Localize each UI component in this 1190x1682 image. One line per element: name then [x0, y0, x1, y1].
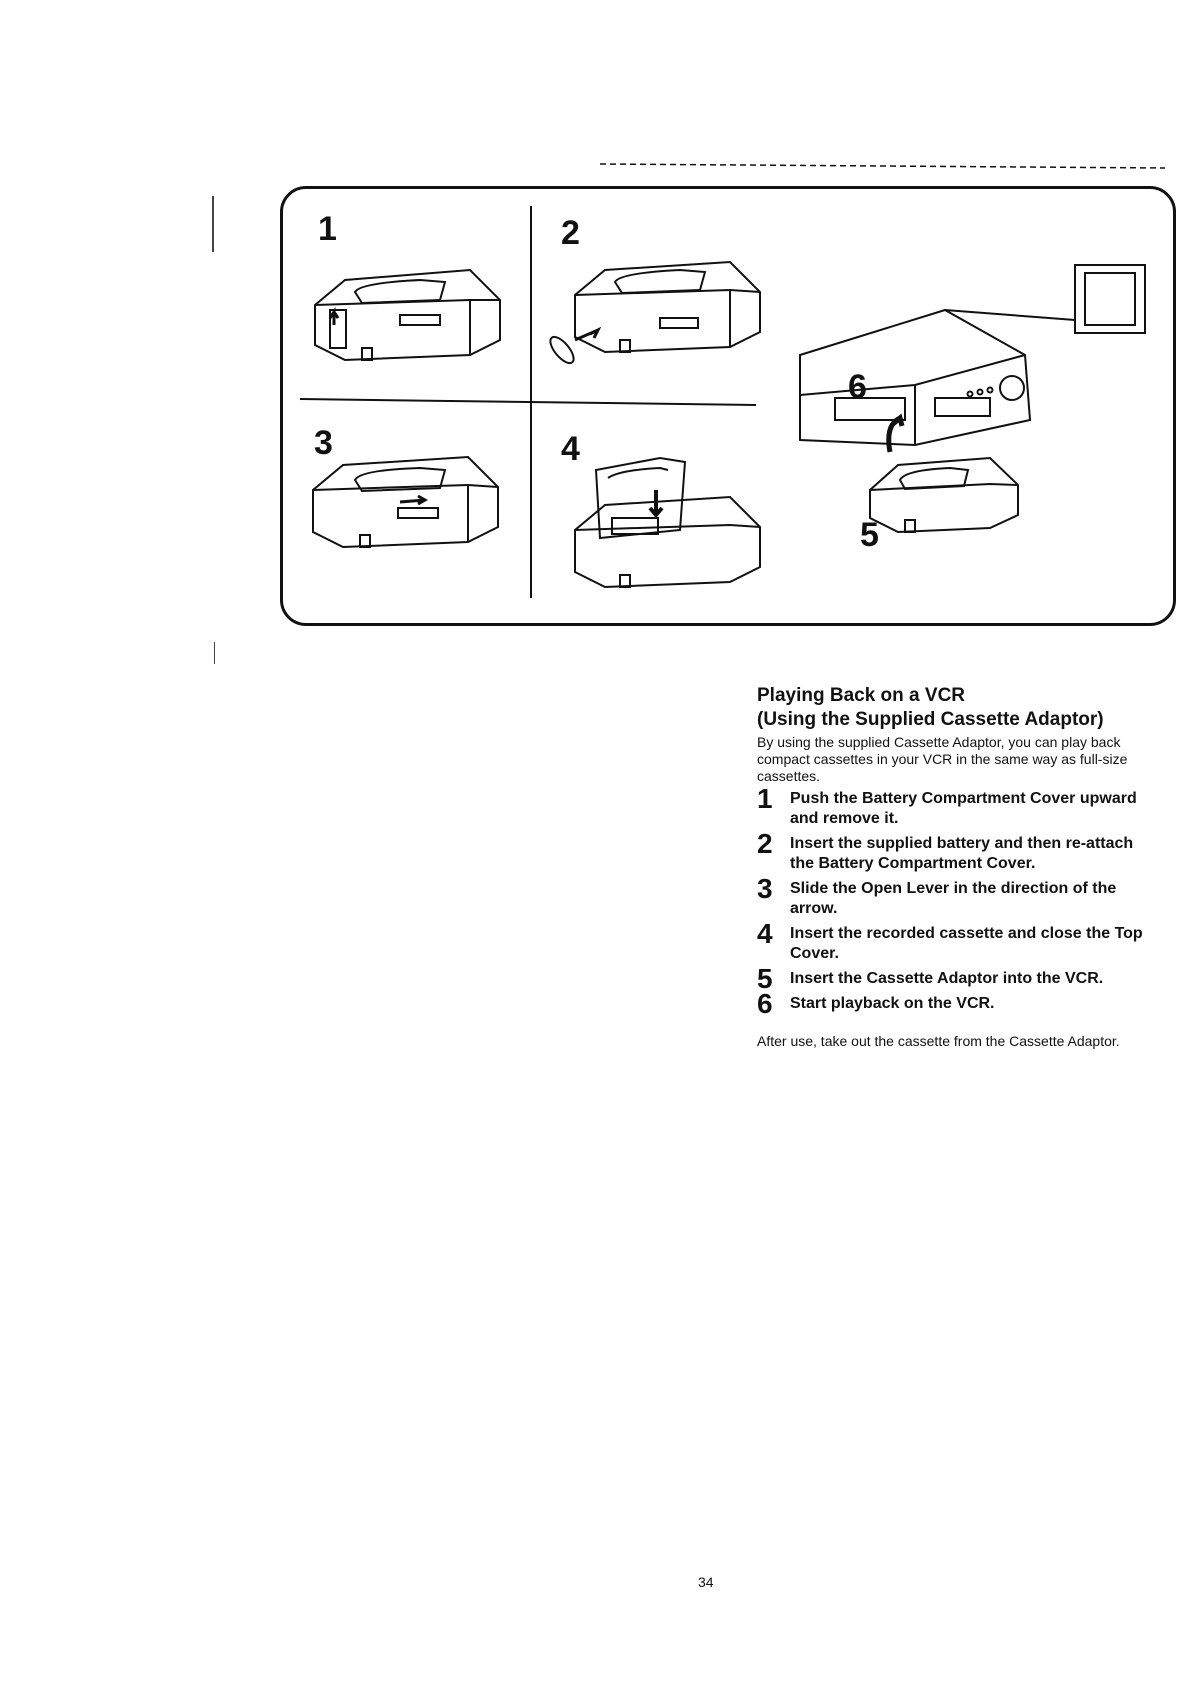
cassette-adaptor-drawing-panel-1 [315, 270, 500, 360]
step-number: 1 [757, 783, 773, 814]
step-item-2 [757, 828, 1157, 874]
step-number: 5 [757, 963, 773, 994]
step-item-6 [757, 988, 1157, 1019]
page-number: 34 [698, 1574, 714, 1590]
step-item-4 [757, 918, 1157, 964]
cassette-adaptor-drawing-step-5 [870, 458, 1018, 532]
step-number: 3 [757, 873, 773, 904]
figure-step-number-4: 4 [561, 430, 580, 468]
section-title-line-2: (Using the Supplied Cassette Adaptor) [757, 709, 1104, 730]
step-text: Start playback on the VCR. [790, 995, 995, 1012]
step-list [757, 783, 1157, 1019]
step-text: Slide the Open Lever in the direction of the arrow. [790, 880, 1117, 917]
vcr-drawing [800, 310, 1075, 452]
step-number: 6 [757, 988, 773, 1019]
cassette-adaptor-drawing-panel-3 [313, 457, 498, 547]
tv-drawing [1075, 265, 1145, 333]
after-use-note: After use, take out the cassette from the Cassette Adaptor. [757, 1033, 1120, 1049]
top-rule [600, 164, 1165, 168]
step-text: Insert the recorded cassette and close the Top Cover. [790, 925, 1143, 962]
step-text: Insert the supplied battery and then re-attach the Battery Compartment Cover. [790, 835, 1134, 872]
step-item-1 [757, 783, 1157, 829]
cassette-adaptor-drawing-panel-2 [546, 262, 760, 367]
step-number: 2 [757, 828, 773, 859]
cassette-adaptor-drawing-panel-4 [575, 458, 760, 587]
step-item-3 [757, 873, 1157, 919]
figure-step-number-3: 3 [314, 424, 333, 462]
section-title-line-1: Playing Back on a VCR [757, 685, 966, 706]
playback-instructions [757, 684, 1157, 1064]
panel-divider-horizontal [300, 399, 756, 405]
figure-step-number-2: 2 [561, 214, 580, 252]
figure-step-number-5: 5 [860, 516, 879, 554]
figure-step-number-1: 1 [318, 210, 337, 248]
step-text: Push the Battery Compartment Cover upward and remove it. [790, 790, 1137, 827]
step-item-5 [757, 963, 1157, 994]
step-number: 4 [757, 918, 773, 949]
intro-paragraph: By using the supplied Cassette Adaptor, you can play back compact cassettes in your VCR in the same way as full-size cassettes. [757, 734, 1128, 784]
figure-step-number-6: 6 [848, 368, 867, 406]
step-text: Insert the Cassette Adaptor into the VCR. [790, 970, 1104, 987]
